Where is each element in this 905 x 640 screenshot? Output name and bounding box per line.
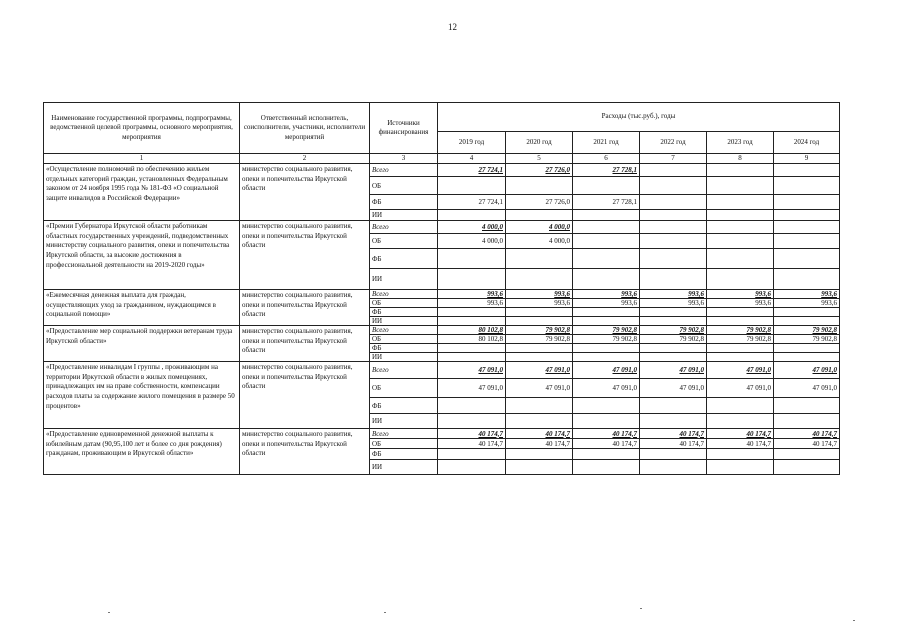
executor-cell: министерство социального развития, опеки и попечительства Иркутской области [240,429,370,475]
source-cell: ИИ [370,460,438,475]
total-value: 79 902,8 [545,326,570,334]
value-cell [774,353,840,362]
value-cell [573,344,640,353]
value-cell [640,414,707,429]
value-cell [438,221,506,234]
value-cell [707,308,774,317]
program-name-cell: «Премии Губернатора Иркутской области работникам областных государственных учреждений, подведомственных министерству социального развития, опеки и попечительства Иркутской области, за высокие достижения в профессиональной деятельности на 2019-2020 годы» [44,221,240,290]
value-cell [438,414,506,429]
value-cell [573,326,640,335]
value-cell [707,195,774,210]
total-value: 47 091,0 [812,366,837,374]
value-cell: 79 902,8 [573,335,640,344]
value-cell [506,210,573,221]
value-cell [774,317,840,326]
total-value: 40 174,7 [746,429,771,438]
column-number: 8 [707,154,774,164]
value-cell [438,290,506,299]
value-cell [774,398,840,414]
total-value: 40 174,7 [612,429,637,438]
value-cell [506,344,573,353]
value-cell [506,414,573,429]
value-cell [707,414,774,429]
value-cell: 27 728,1 [573,195,640,210]
value-cell [774,449,840,460]
value-cell [438,353,506,362]
value-cell [774,326,840,335]
source-cell: ОБ [370,439,438,449]
source-cell: ИИ [370,269,438,290]
source-cell: Всего [370,221,438,234]
value-cell [573,210,640,221]
table-row [44,429,840,439]
total-value: 993,6 [621,290,637,298]
source-cell: ФБ [370,449,438,460]
value-cell: 993,6 [506,299,573,308]
value-cell [640,326,707,335]
value-cell [640,308,707,317]
value-cell [506,290,573,299]
value-cell [707,249,774,269]
total-value: 79 902,8 [612,326,637,334]
column-numbers-row [44,154,840,164]
value-cell [506,317,573,326]
total-value: 27 724,1 [478,166,503,174]
value-cell: 4 000,0 [506,234,573,249]
total-value: 47 091,0 [478,366,503,374]
value-cell [573,269,640,290]
value-cell [774,221,840,234]
table-body [44,164,840,475]
value-cell [774,344,840,353]
value-cell: 47 091,0 [640,379,707,398]
value-cell [774,195,840,210]
scan-speck [108,612,110,613]
total-value: 47 091,0 [746,366,771,374]
value-cell [573,449,640,460]
value-cell [774,210,840,221]
value-cell [573,317,640,326]
source-cell: ОБ [370,299,438,308]
value-cell [573,460,640,475]
total-value: 993,6 [821,290,837,298]
value-cell [573,177,640,195]
header-year: 2019 год [438,132,506,154]
value-cell [506,249,573,269]
value-cell [506,326,573,335]
value-cell [774,460,840,475]
value-cell [707,362,774,379]
value-cell [438,429,506,439]
value-cell [438,210,506,221]
column-number: 4 [438,154,506,164]
source-cell: Всего [370,290,438,299]
source-cell: ФБ [370,195,438,210]
header-executor: Ответственный исполнитель, соисполнители, участники, исполнители мероприятий [240,103,370,154]
value-cell: 993,6 [640,299,707,308]
value-cell: 27 724,1 [438,195,506,210]
value-cell: 993,6 [707,299,774,308]
value-cell [506,269,573,290]
header-year: 2023 год [707,132,774,154]
source-cell: Всего [370,164,438,177]
executor-cell: министерство социального развития, опеки и попечительства Иркутской области [240,326,370,362]
value-cell: 4 000,0 [438,234,506,249]
value-cell: 79 902,8 [640,335,707,344]
column-number: 9 [774,154,840,164]
column-number: 1 [44,154,240,164]
value-cell [640,210,707,221]
column-number: 7 [640,154,707,164]
total-value: 993,6 [554,290,570,298]
table-row [44,362,840,379]
value-cell [506,221,573,234]
source-cell: ИИ [370,353,438,362]
value-cell: 40 174,7 [707,439,774,449]
executor-cell: министерство социального развития, опеки и попечительства Иркутской области [240,221,370,290]
value-cell: 47 091,0 [573,379,640,398]
value-cell: 47 091,0 [707,379,774,398]
value-cell [506,429,573,439]
table-row [44,221,840,234]
source-cell: ИИ [370,210,438,221]
source-cell: ФБ [370,398,438,414]
value-cell [707,460,774,475]
total-value: 993,6 [487,290,503,298]
value-cell [774,362,840,379]
value-cell [506,164,573,177]
executor-cell: министерство социального развития, опеки и попечительства Иркутской области [240,362,370,429]
executor-cell: министерство социального развития, опеки и попечительства Иркутской области [240,164,370,221]
value-cell [774,429,840,439]
value-cell [774,290,840,299]
value-cell [640,353,707,362]
total-value: 4 000,0 [482,223,503,231]
value-cell [573,221,640,234]
source-cell: Всего [370,362,438,379]
source-cell: ОБ [370,234,438,249]
value-cell [438,460,506,475]
value-cell [640,429,707,439]
source-cell: ФБ [370,308,438,317]
value-cell [640,234,707,249]
total-value: 79 902,8 [812,326,837,334]
value-cell [774,177,840,195]
value-cell [774,249,840,269]
value-cell [573,398,640,414]
source-cell: ФБ [370,249,438,269]
value-cell [707,344,774,353]
value-cell [506,460,573,475]
value-cell [640,221,707,234]
value-cell: 993,6 [774,299,840,308]
value-cell [573,290,640,299]
value-cell [707,290,774,299]
value-cell [438,308,506,317]
total-value: 79 902,8 [679,326,704,334]
header-expenses: Расходы (тыс.руб.), годы [438,103,840,132]
program-name-cell: «Ежемесячная денежная выплата для граждан, осуществляющих уход за гражданином, нуждающимся в социальной помощи» [44,290,240,326]
value-cell [640,317,707,326]
value-cell [707,221,774,234]
value-cell: 40 174,7 [438,439,506,449]
value-cell [640,164,707,177]
value-cell: 40 174,7 [506,439,573,449]
value-cell [774,164,840,177]
total-value: 27 728,1 [612,166,637,174]
value-cell [707,429,774,439]
value-cell: 27 726,0 [506,195,573,210]
value-cell: 79 902,8 [506,335,573,344]
source-cell: ФБ [370,344,438,353]
value-cell [438,269,506,290]
value-cell [573,234,640,249]
value-cell [640,249,707,269]
value-cell [707,164,774,177]
value-cell [438,362,506,379]
value-cell: 993,6 [438,299,506,308]
source-cell: ИИ [370,414,438,429]
value-cell [573,414,640,429]
value-cell: 47 091,0 [438,379,506,398]
total-value: 47 091,0 [545,366,570,374]
value-cell [707,210,774,221]
table-row [44,164,840,177]
total-value: 4 000,0 [549,223,570,231]
header-year: 2024 год [774,132,840,154]
value-cell [438,177,506,195]
value-cell [506,449,573,460]
value-cell [707,269,774,290]
value-cell [438,317,506,326]
value-cell [438,449,506,460]
program-name-cell: «Предоставление мер социальной поддержки ветеранам труда Иркутской области» [44,326,240,362]
value-cell [774,414,840,429]
header-name: Наименование государственной программы, подпрограммы, ведомственной целевой программы, основного мероприятия, мероприятия [44,103,240,154]
value-cell [640,269,707,290]
value-cell [707,398,774,414]
value-cell [438,249,506,269]
value-cell [707,353,774,362]
executor-cell: министерство социального развития, опеки и попечительства Иркутской области [240,290,370,326]
value-cell: 47 091,0 [774,379,840,398]
value-cell [438,344,506,353]
value-cell [438,326,506,335]
total-value: 80 102,8 [478,326,503,334]
total-value: 47 091,0 [679,366,704,374]
scan-speck [384,612,386,613]
column-number: 5 [506,154,573,164]
scan-speck [853,620,855,621]
value-cell [506,398,573,414]
value-cell [573,353,640,362]
source-cell: ИИ [370,317,438,326]
value-cell [506,362,573,379]
value-cell [506,177,573,195]
value-cell [640,449,707,460]
header-year: 2022 год [640,132,707,154]
source-cell: Всего [370,326,438,335]
value-cell [707,317,774,326]
value-cell [774,234,840,249]
value-cell: 47 091,0 [506,379,573,398]
total-value: 993,6 [755,290,771,298]
value-cell [640,362,707,379]
value-cell [640,290,707,299]
value-cell [438,398,506,414]
value-cell [640,177,707,195]
column-number: 6 [573,154,640,164]
value-cell [640,398,707,414]
value-cell [438,164,506,177]
table-row [44,326,840,335]
value-cell [573,164,640,177]
value-cell [640,344,707,353]
value-cell [573,308,640,317]
value-cell: 40 174,7 [573,439,640,449]
source-cell: ОБ [370,177,438,195]
source-cell: ОБ [370,379,438,398]
page-number: 12 [448,22,457,32]
source-cell: Всего [370,429,438,439]
source-cell: ОБ [370,335,438,344]
value-cell [774,308,840,317]
value-cell [640,460,707,475]
budget-table [43,102,840,475]
value-cell: 80 102,8 [438,335,506,344]
value-cell: 40 174,7 [774,439,840,449]
total-value: 40 174,7 [812,429,837,438]
total-value: 27 726,0 [545,166,570,174]
program-name-cell: «Предоставление единовременной денежной выплаты к юбилейным датам (90,95,100 лет и более со дня рождения) гражданам, проживающим в Иркутской области» [44,429,240,475]
program-name-cell: «Осуществление полномочий по обеспечению жильем отдельных категорий граждан, установленных Федеральным законом от 24 ноября 1995 года № 181-ФЗ «О социальной защите инвалидов в Российской Федерации» [44,164,240,221]
value-cell [707,177,774,195]
total-value: 40 174,7 [545,429,570,438]
scan-speck [640,608,642,609]
value-cell: 79 902,8 [774,335,840,344]
header-sources: Источники финансирования [370,103,438,154]
value-cell [774,269,840,290]
value-cell [707,234,774,249]
total-value: 40 174,7 [679,429,704,438]
value-cell: 40 174,7 [640,439,707,449]
value-cell [707,326,774,335]
value-cell [506,353,573,362]
value-cell [707,449,774,460]
header-year: 2020 год [506,132,573,154]
total-value: 40 174,7 [478,429,503,438]
value-cell: 79 902,8 [707,335,774,344]
value-cell [573,249,640,269]
value-cell [640,195,707,210]
program-name-cell: «Предоставление инвалидам I группы , проживающим на территории Иркутской области в жилых помещениях, принадлежащих им на праве собственности, компенсации расходов платы за содержание жилого помещения в размере 50 процентов» [44,362,240,429]
header-year: 2021 год [573,132,640,154]
total-value: 993,6 [688,290,704,298]
value-cell: 993,6 [573,299,640,308]
column-number: 2 [240,154,370,164]
column-number: 3 [370,154,438,164]
value-cell [506,308,573,317]
total-value: 47 091,0 [612,366,637,374]
value-cell [573,429,640,439]
total-value: 79 902,8 [746,326,771,334]
value-cell [573,362,640,379]
table-row [44,290,840,299]
